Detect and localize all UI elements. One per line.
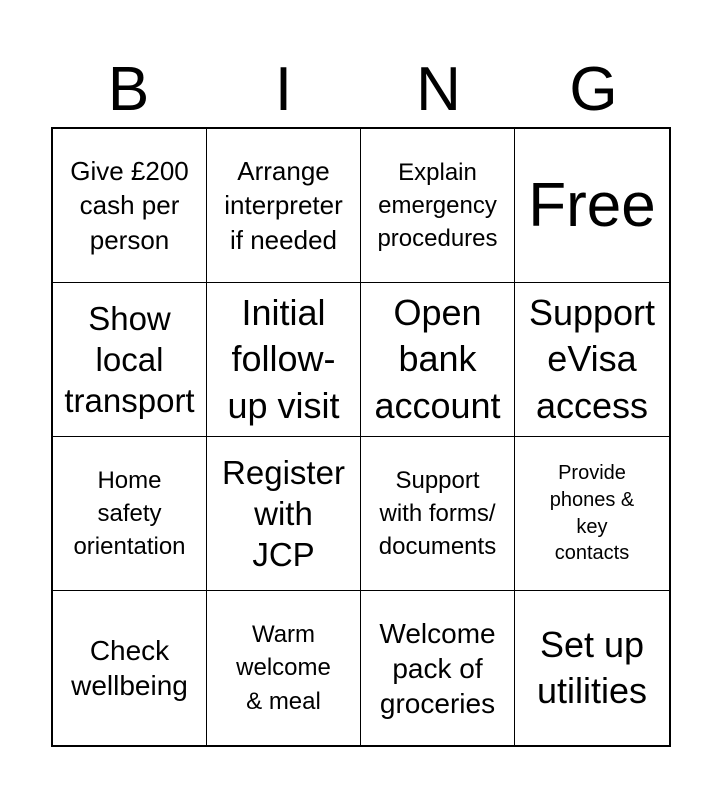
bingo-cell[interactable]: [53, 283, 207, 437]
cell-text: Explain emergency procedures: [377, 158, 498, 253]
bingo-cell[interactable]: [361, 437, 515, 591]
bingo-board: [51, 127, 671, 747]
bingo-cell[interactable]: [515, 437, 669, 591]
bingo-cell[interactable]: [361, 591, 515, 745]
cell-text: Set up utilities: [536, 623, 648, 711]
header-letter-n: N: [416, 55, 461, 124]
bingo-cell[interactable]: [207, 283, 361, 437]
bingo-header: [51, 52, 671, 128]
cell-text: Welcome pack of groceries: [379, 617, 496, 719]
bingo-cell[interactable]: [361, 283, 515, 437]
bingo-cell[interactable]: [515, 283, 669, 437]
bingo-cell[interactable]: [207, 129, 361, 283]
free-space-label: Free: [528, 170, 656, 240]
header-letter-i: I: [274, 55, 293, 124]
cell-text: Register with JCP: [222, 453, 345, 574]
cell-text: Initial follow- up visit: [227, 292, 340, 426]
cell-text: Support with forms/ documents: [378, 466, 497, 561]
bingo-cell-free[interactable]: [515, 129, 669, 283]
cell-text: Show local transport: [64, 299, 195, 420]
bingo-cell[interactable]: [53, 129, 207, 283]
header-letter-b: B: [107, 55, 150, 124]
cell-text: Home safety orientation: [73, 466, 186, 561]
cell-text: Warm welcome & meal: [236, 621, 331, 715]
cell-text: Open bank account: [374, 292, 501, 426]
cell-text: Arrange interpreter if needed: [224, 155, 343, 255]
cell-text: Give £200 cash per person: [70, 155, 189, 255]
header-letter-g: G: [569, 55, 618, 124]
bingo-cell[interactable]: [207, 591, 361, 745]
bingo-cell[interactable]: [53, 437, 207, 591]
bingo-cell[interactable]: [53, 591, 207, 745]
cell-text: Check wellbeing: [71, 635, 188, 701]
bingo-cell[interactable]: [207, 437, 361, 591]
cell-text: Provide phones & key contacts: [549, 462, 635, 565]
bingo-cell[interactable]: [361, 129, 515, 283]
bingo-cell[interactable]: [515, 591, 669, 745]
cell-text: Support eVisa access: [528, 292, 656, 426]
